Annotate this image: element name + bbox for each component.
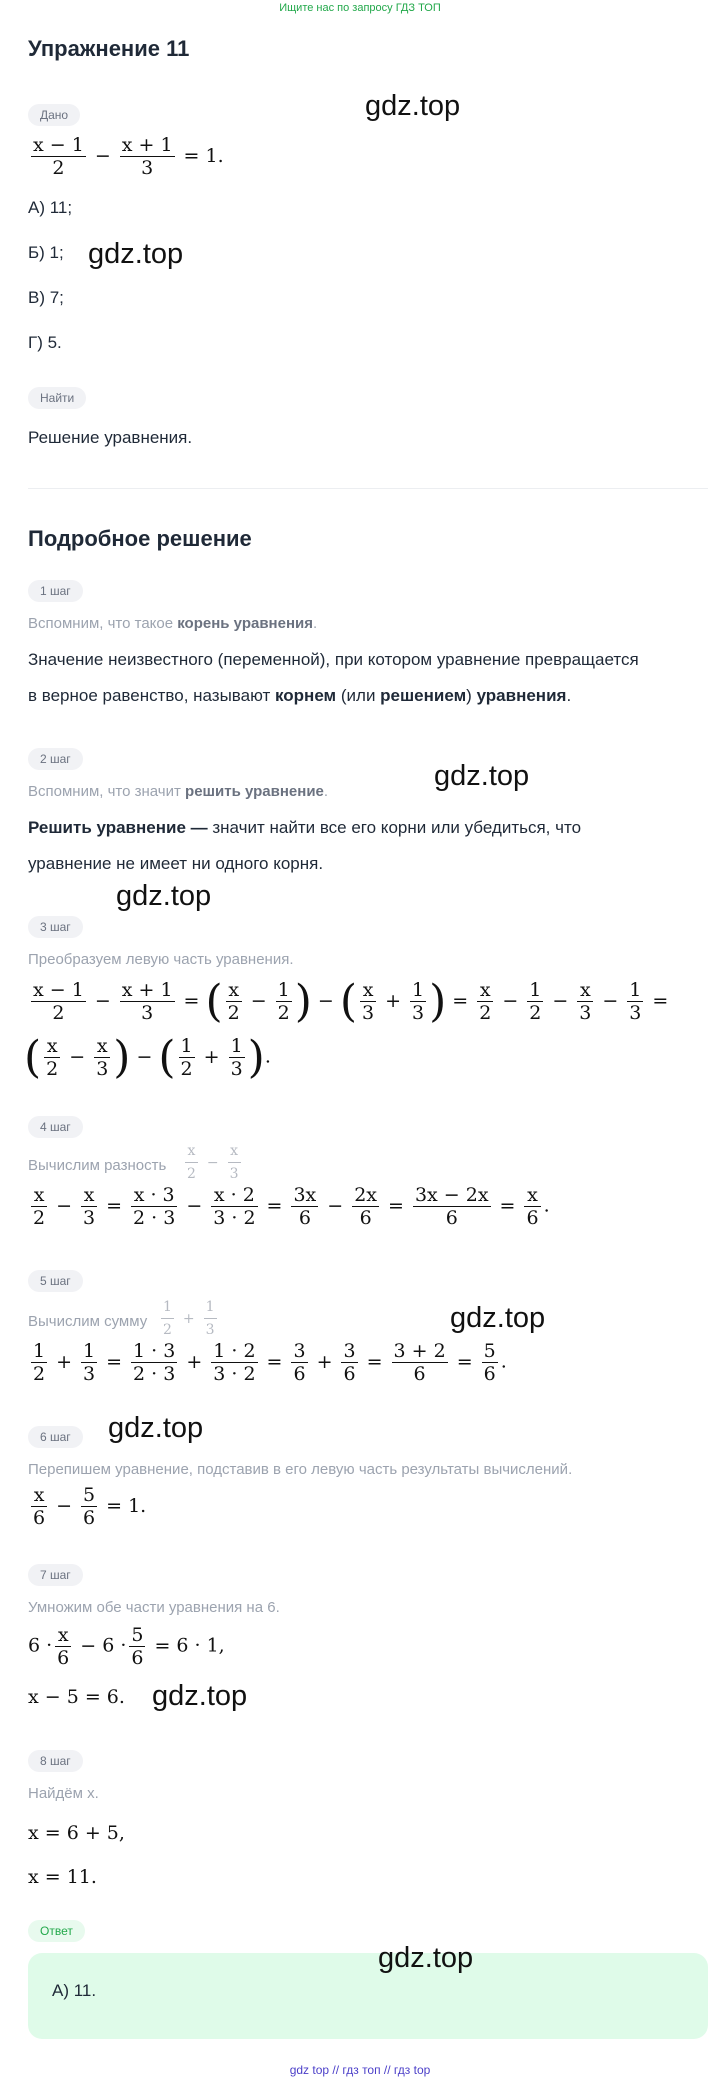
- option-c: В) 7;: [28, 288, 64, 307]
- watermark: gdz.top: [434, 760, 530, 792]
- step-8-equation-1: x = 6 + 5,: [28, 1822, 125, 1844]
- watermark: gdz.top: [116, 880, 212, 912]
- step-6-equation: $\frac{x}{6}$ − $\frac{5}{6}$ = 1.: [33, 1484, 147, 1529]
- step-3-badge: 3 шаг: [28, 916, 83, 938]
- step-3-eq-line-1: $\frac{x - 1}{2}$ − $\frac{x + 1}{3}$ = ( $\frac{x}{2}$ − $\frac{1}{2}$ ) − ( $\frac{x}{3}$ + $\frac{1}{3}$ ) = $\frac{x}{2}$ − $\frac{1}{2}$ − $\frac{x}{3}$ − $\frac{1}{3}$ =: [33, 976, 669, 1027]
- solution-title: Подробное решение: [28, 526, 252, 551]
- step-7-equation-2: x − 5 = 6.: [28, 1686, 125, 1708]
- step-4-hint-math: $\frac{x}{2}$ − $\frac{x}{3}$: [182, 1140, 244, 1185]
- step-2-badge: 2 шаг: [28, 748, 83, 770]
- step-7-equation-1: 6 · $\frac{x}{6}$ − 6 · $\frac{5}{6}$ = 6 · 1,: [28, 1624, 225, 1669]
- answer-text: А) 11.: [52, 1981, 97, 2000]
- step-4-hint: Вычислим разность: [28, 1157, 167, 1174]
- step-4-equation: $\frac{x}{2}$ − $\frac{x}{3}$ = $\frac{x \cdot 3}{2 \cdot 3}$ − $\frac{x \cdot 2}{3 \cdot 2}$ = $\frac{3x}{6}$ − $\frac{2x}{6}$ = $\frac{3x - 2x}{6}$ = $\frac{x}{6}$ .: [33, 1184, 550, 1229]
- step-3-hint: Преобразуем левую часть уравнения.: [28, 951, 294, 968]
- step-5-hint-math: $\frac{1}{2}$ + $\frac{1}{3}$: [158, 1296, 220, 1341]
- watermark: gdz.top: [378, 1942, 474, 1974]
- section-divider: [28, 488, 708, 489]
- step-2-line-1: Решить уравнение — значит найти все его корни или убедиться, что: [28, 818, 582, 837]
- step-8-badge: 8 шаг: [28, 1750, 83, 1772]
- step-2-line-2: уравнение не имеет ни одного корня.: [28, 854, 324, 873]
- page-title: Упражнение 11: [28, 36, 190, 61]
- find-badge: Найти: [28, 387, 86, 409]
- step-6-hint: Перепишем уравнение, подставив в его левую часть результаты вычислений.: [28, 1461, 573, 1478]
- answer-box: [28, 1953, 708, 2039]
- promo-banner: Ищите нас по запросу ГДЗ ТОП: [279, 2, 441, 14]
- watermark: gdz.top: [450, 1302, 546, 1334]
- watermark: gdz.top: [152, 1680, 248, 1712]
- step-5-equation: $\frac{1}{2}$ + $\frac{1}{3}$ = $\frac{1 \cdot 3}{2 \cdot 3}$ + $\frac{1 \cdot 2}{3 \cdot 2}$ = $\frac{3}{6}$ + $\frac{3}{6}$ = $\frac{3 + 2}{6}$ = $\frac{5}{6}$ .: [33, 1340, 507, 1385]
- step-8-hint: Найдём x.: [28, 1785, 99, 1802]
- find-text: Решение уравнения.: [28, 428, 193, 447]
- answer-badge: Ответ: [28, 1920, 85, 1942]
- step-1-hint: Вспомним, что такое корень уравнения.: [28, 615, 318, 632]
- step-8-equation-2: x = 11.: [28, 1866, 97, 1888]
- step-2-hint: Вспомним, что значит решить уравнение.: [28, 783, 329, 800]
- step-1-line-1: Значение неизвестного (переменной), при котором уравнение превращается: [28, 650, 639, 669]
- option-a: А) 11;: [28, 198, 73, 217]
- given-equation: $\frac{x - 1}{2}$ − $\frac{x + 1}{3}$ = 1.: [33, 134, 224, 179]
- step-3-eq-line-2: ( $\frac{x}{2}$ − $\frac{x}{3}$ ) − ( $\frac{1}{2}$ + $\frac{1}{3}$ ).: [24, 1032, 271, 1083]
- option-d: Г) 5.: [28, 333, 62, 352]
- watermark: gdz.top: [108, 1412, 204, 1444]
- footer-links[interactable]: gdz top // гдз топ // гдз top: [289, 2063, 431, 2077]
- step-7-badge: 7 шаг: [28, 1564, 83, 1586]
- step-1-badge: 1 шаг: [28, 580, 83, 602]
- step-7-hint: Умножим обе части уравнения на 6.: [28, 1599, 280, 1616]
- step-5-badge: 5 шаг: [28, 1270, 83, 1292]
- step-1-line-2: в верное равенство, называют корнем (или решением) уравнения.: [28, 686, 572, 705]
- watermark: gdz.top: [365, 90, 461, 122]
- watermark: gdz.top: [88, 238, 184, 270]
- step-6-badge: 6 шаг: [28, 1426, 83, 1448]
- step-5-hint: Вычислим сумму: [28, 1313, 148, 1330]
- option-b: Б) 1;: [28, 243, 64, 262]
- step-4-badge: 4 шаг: [28, 1116, 83, 1138]
- given-badge: Дано: [28, 104, 80, 126]
